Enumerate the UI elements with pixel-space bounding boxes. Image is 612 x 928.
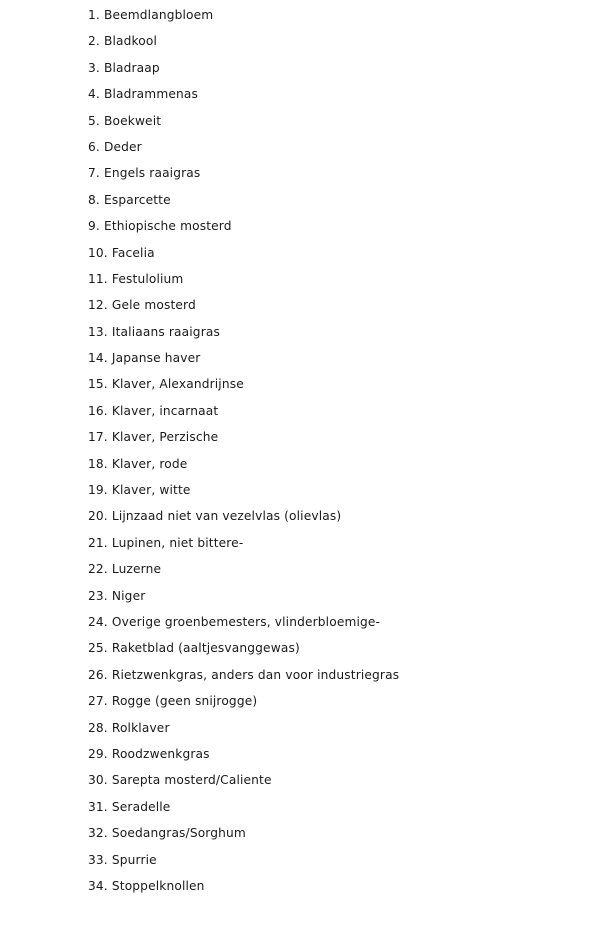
list-item-name: Festulolium [111,271,184,286]
list-item-number: 16. [88,403,108,418]
list-item-number: 10. [88,245,108,260]
list-item-number: 20. [88,509,108,524]
list-item-number: 13. [88,324,108,339]
list-item [88,746,588,772]
list-item [88,693,588,719]
list-item [88,271,588,297]
list-item-name: Rolklaver [111,720,170,735]
list-item-number: 23. [88,588,108,603]
list-item-number: 21. [88,535,108,550]
list-item [88,799,588,825]
list-item-name: Seradelle [111,799,171,814]
list-item [88,535,588,561]
list-item [88,403,588,429]
list-item [88,86,588,112]
list-item-name: Gele mosterd [111,298,196,313]
list-item-number: 22. [88,562,108,577]
list-item [88,588,588,614]
list-item-number: 17. [88,430,108,445]
list-item-name: Lupinen, niet bittere- [111,535,244,550]
list-item-number: 1. [88,8,100,22]
list-item-name: Sarepta mosterd/Caliente [111,773,272,788]
list-item [88,456,588,482]
list-item-number: 4. [88,87,100,102]
list-item-name: Klaver, Alexandrijnse [111,377,244,392]
list-item-name: Bladkool [103,34,158,49]
list-item-number: 32. [88,826,108,841]
list-item-name: Rogge (geen snijrogge) [111,694,258,709]
list-item [88,350,588,376]
list-item-name: Roodzwenkgras [111,746,210,761]
list-item-number: 9. [88,219,100,234]
list-item [88,825,588,851]
list-item-number: 26. [88,667,108,682]
list-item-number: 8. [88,192,100,207]
list-item-name: Klaver, Perzische [111,430,219,445]
list-item-number: 7. [88,166,100,181]
list-item-number: 24. [88,614,108,629]
list-item [88,720,588,746]
list-item-number: 33. [88,852,108,867]
list-item [88,7,588,33]
list-item [88,33,588,59]
list-item [88,508,588,534]
list-item [88,60,588,86]
list-item-name: Klaver, incarnaat [111,403,219,418]
list-item-name: Engels raaigras [103,166,201,181]
list-item-number: 11. [88,271,108,286]
list-item-number: 3. [88,60,100,75]
list-item [88,640,588,666]
list-item [88,192,588,218]
list-item-name: Raketblad (aaltjesvanggewas) [111,641,300,656]
list-item-name: Stoppelknollen [111,878,205,893]
list-item-number: 30. [88,773,108,788]
list-item [88,429,588,455]
list-item-number: 2. [88,34,100,49]
list-item-name: Spurrie [111,852,157,867]
list-item [88,376,588,402]
list-item [88,614,588,640]
list-item [88,852,588,878]
list-item-number: 27. [88,694,108,709]
list-item-number: 34. [88,878,108,893]
list-item [88,245,588,271]
list-item [88,165,588,191]
list-item-name: Niger [111,588,146,603]
list-item-name: Soedangras/Sorghum [111,826,246,841]
crop-list [88,7,588,904]
list-item-name: Boekweit [103,113,162,128]
list-item-name: Bladrammenas [103,87,198,102]
list-item-name: Esparcette [103,192,171,207]
list-item [88,139,588,165]
list-item-name: Bladraap [103,60,160,75]
list-item-name: Lijnzaad niet van vezelvlas (olievlas) [111,509,342,524]
list-item-name: Facelia [111,245,155,260]
list-item [88,667,588,693]
list-item [88,482,588,508]
list-item-number: 6. [88,139,100,154]
list-item-number: 14. [88,351,108,366]
list-item-number: 29. [88,746,108,761]
list-item-name: Klaver, witte [111,483,191,498]
list-item-name: Overige groenbemesters, vlinderbloemige- [111,614,381,629]
list-item-name: Luzerne [111,562,162,577]
list-item-number: 25. [88,641,108,656]
list-item-name: Deder [103,139,142,154]
list-item-number: 5. [88,113,100,128]
list-item-number: 12. [88,298,108,313]
list-item [88,561,588,587]
list-item [88,772,588,798]
list-item-name: Ethiopische mosterd [103,219,232,234]
list-item-name: Rietzwenkgras, anders dan voor industriegras [111,667,400,682]
list-item-number: 31. [88,799,108,814]
list-item-number: 18. [88,456,108,471]
list-item-number: 28. [88,720,108,735]
list-item [88,878,588,904]
list-item-name: Beemdlangbloem [103,8,214,22]
list-item-name: Japanse haver [111,351,201,366]
list-item [88,113,588,139]
list-item [88,297,588,323]
list-item-number: 19. [88,483,108,498]
list-item [88,324,588,350]
list-item [88,218,588,244]
list-item-name: Klaver, rode [111,456,188,471]
list-item-name: Italiaans raaigras [111,324,220,339]
list-item-number: 15. [88,377,108,392]
